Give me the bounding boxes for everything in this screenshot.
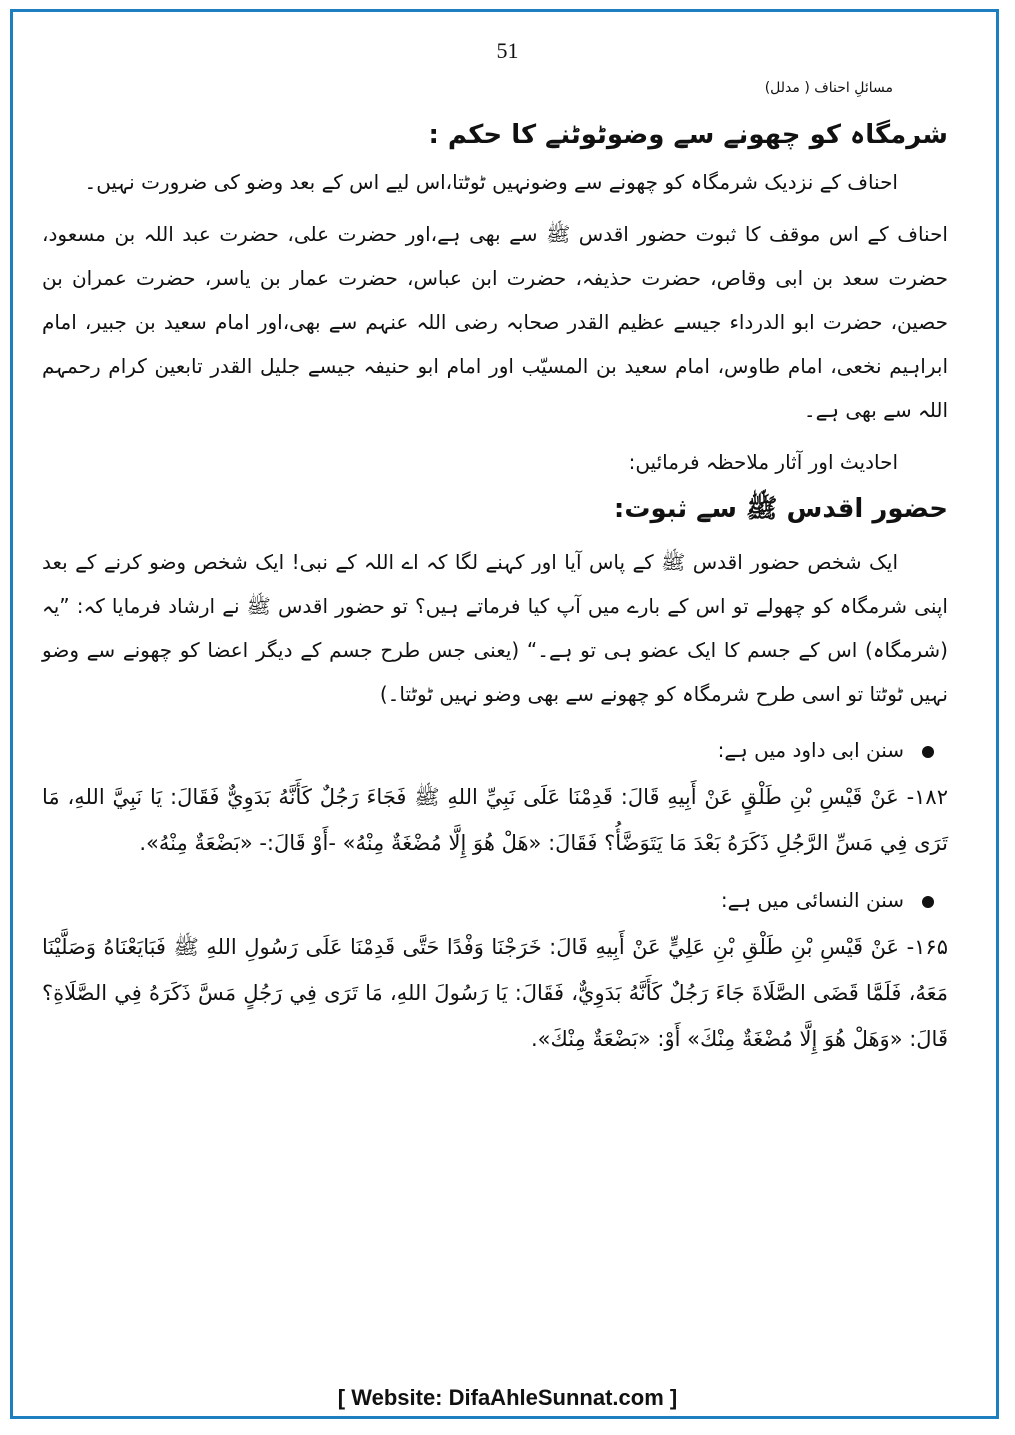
heading-main: شرمگاہ کو چھونے سے وضوٹوٹنے کا حکم : (428, 120, 948, 150)
paragraph-evidence-summary: احناف کے اس موقف کا ثبوت حضور اقدس ﷺ سے بھی ہے،اور حضرت علی، حضرت عبد اللہ بن مسعود، حضرت سعد بن ابی وقاص، حضرت حذیفہ، حضرت ابن عباس، حضرت عمار بن یاسر، حضرت عمران بن حصین، حضرت ابو الدرداء جیسے عظیم القدر صحابہ رضی اللہ عنہم سے بھی،اور امام سعید بن جبیر، امام ابراہیم نخعی، امام طاوس، امام سعید بن المسیّب اور امام ابو حنیفہ جیسے جلیل القدر تابعین کرام رحمہم اللہ سے بھی ہے۔ (42, 222, 948, 422)
source-abu-dawud (42, 730, 948, 770)
bullet-icon (922, 896, 934, 908)
paragraph-see-narrations: احادیث اور آثار ملاحظہ فرمائیں: (628, 450, 898, 474)
page-content (42, 120, 948, 1070)
bullet-icon (922, 746, 934, 758)
page-number: 51 (496, 38, 519, 63)
paragraph-hanafi-view: احناف کے نزدیک شرمگاہ کو چھونے سے وضونہیں ٹوٹتا،اس لیے اس کے بعد وضو کی ضرورت نہیں۔ (84, 170, 898, 194)
heading-proof: حضور اقدس ﷺ سے ثبوت: (613, 494, 948, 524)
hadith-165: ۱۶۵- عَنْ قَيْسِ بْنِ طَلْقِ بْنِ عَلِيٍّ عَنْ أَبِيهِ قَالَ: خَرَجْنَا وَفْدًا حَتَّى قَدِمْنَا عَلَى رَسُولِ اللهِ ﷺ فَبَايَعْنَاهُ وَصَلَّيْنَا مَعَهُ، فَلَمَّا قَضَى الصَّلَاةَ جَاءَ رَجُلٌ كَأَنَّهُ بَدَوِيٌّ، فَقَالَ: يَا رَسُولَ اللهِ، مَا تَرَى فِي رَجُلٍ مَسَّ ذَكَرَهُ فِي الصَّلَاةِ؟ قَالَ: «وَهَلْ هُوَ إِلَّا مُضْغَةٌ مِنْكَ» أَوْ: «بَضْعَةٌ مِنْكَ». (42, 935, 948, 1051)
hadith-182: ۱۸۲- عَنْ قَيْسِ بْنِ طَلْقٍ عَنْ أَبِيهِ قَالَ: قَدِمْنَا عَلَى نَبِيِّ اللهِ ﷺ فَجَاءَ رَجُلٌ كَأَنَّهُ بَدَوِيٌّ فَقَالَ: يَا نَبِيَّ اللهِ، مَا تَرَى فِي مَسِّ الرَّجُلِ ذَكَرَهُ بَعْدَ مَا يَتَوَضَّأُ؟ فَقَالَ: «هَلْ هُوَ إِلَّا مُضْغَةٌ مِنْهُ» -أَوْ قَالَ:- «بَضْعَةٌ مِنْهُ». (42, 785, 948, 855)
website-footer: [ Website: DifaAhleSunnat.com ] (337, 1385, 678, 1410)
source-label: سنن ابی داود میں ہے: (717, 738, 904, 762)
paragraph-narration-translation: ایک شخص حضور اقدس ﷺ کے پاس آیا اور کہنے لگا کہ اے اللہ کے نبی! ایک شخص وضو کرنے کے بعد اپنی شرمگاہ کو چھولے تو اس کے بارے میں آپ کیا فرماتے ہیں؟ تو حضور اقدس ﷺ نے ارشاد فرمایا کہ: ”یہ (شرمگاہ) اس کے جسم کا ایک عضو ہی تو ہے۔“ (یعنی جس طرح جسم کے دیگر اعضا کو چھونے سے وضو نہیں ٹوٹتا تو اسی طرح شرمگاہ کو چھونے سے بھی وضو نہیں ٹوٹتا۔) (42, 550, 948, 706)
running-header: مسائلِ احناف ( مدلل) (764, 80, 893, 96)
source-label: سنن النسائی میں ہے: (720, 888, 904, 912)
source-nasai (42, 880, 948, 920)
